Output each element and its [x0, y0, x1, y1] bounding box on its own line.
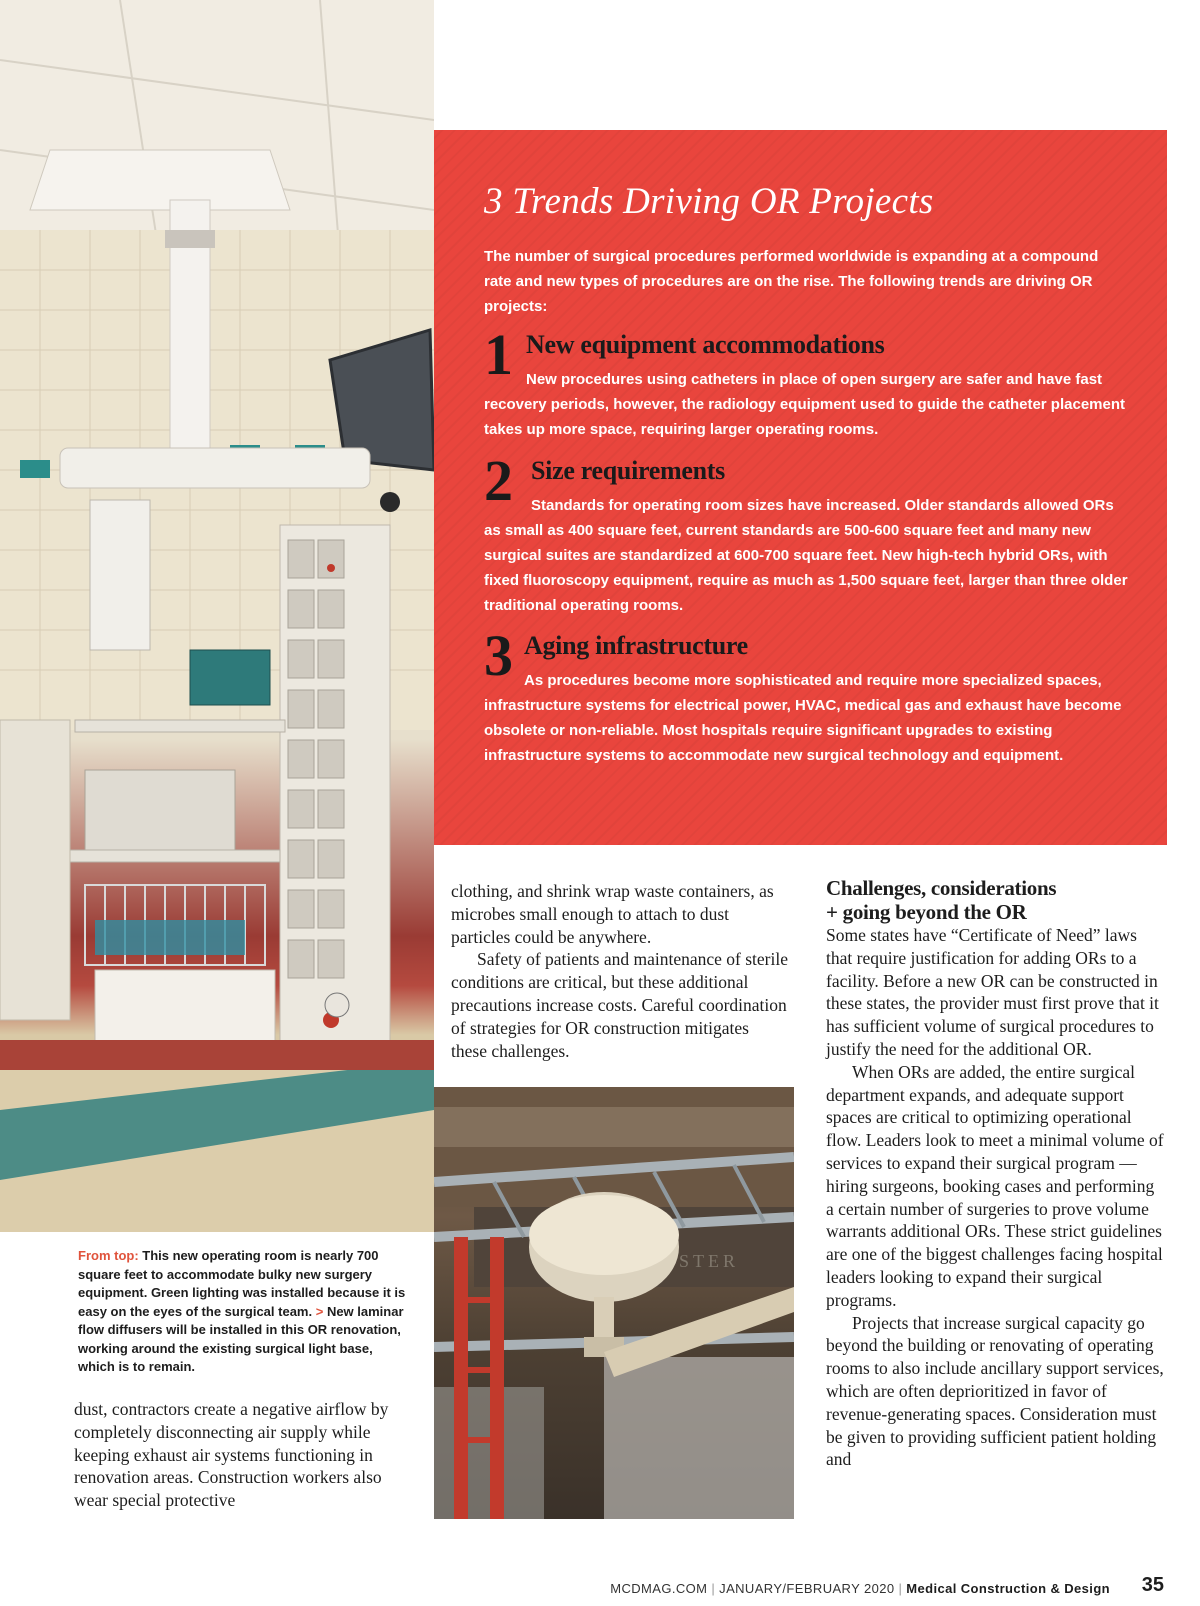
section-heading — [826, 876, 1166, 924]
footer-site: MCDMAG.COM — [610, 1581, 708, 1596]
operating-room-illustration — [0, 0, 434, 1232]
trend-number: 3 — [484, 623, 513, 688]
sidebar-intro: The number of surgical procedures performed worldwide is expanding at a compound rate and new types of procedures are on the rise. The following trends are driving OR projects: — [484, 248, 1099, 315]
body-paragraph: clothing, and shrink wrap waste containers, as microbes small enough to attach to dust particles could be anywhere. — [451, 881, 774, 947]
caption-lead: From top: — [78, 1248, 139, 1263]
caption-text-1: This new operating room is nearly 700 square feet to accommodate bulky new surgery equipment. Green lighting was installed because it is easy on the eyes of the surgical team. — [78, 1248, 406, 1319]
trends-sidebar — [434, 130, 1167, 845]
footer-separator: | — [898, 1581, 903, 1596]
page-footer — [610, 1581, 1110, 1596]
footer-issue: JANUARY/FEBRUARY 2020 — [719, 1581, 895, 1596]
left-column-text — [74, 1398, 419, 1512]
trend-heading: Aging infrastructure — [524, 631, 748, 660]
caption-text-2: New laminar flow diffusers will be installed in this OR renovation, working around the existing surgical light base, which is to remain. — [78, 1303, 404, 1374]
trend-heading: New equipment accommodations — [526, 330, 885, 359]
body-paragraph: When ORs are added, the entire surgical department expands, and adequate support spaces are critical to optimizing operational flow. Leaders look to meet a minimal volume of services to expand their surgical program — hiring surgeons, booking cases and performing a certain number of surgeries to prove volume warrants additional ORs. These strict guidelines are one of the biggest challenges facing hospital leaders looking to expand their surgical programs. — [826, 1061, 1164, 1310]
ceiling-renovation-photo — [434, 1087, 794, 1519]
operating-room-photo — [0, 0, 434, 1232]
body-paragraph: Projects that increase surgical capacity go beyond the building or renovating of operating rooms to also include ancillary support services, which are often deprioritized in favor of revenue-generating spaces. Consideration must be given to providing sufficient patient holding and — [826, 1312, 1164, 1470]
section-heading-line-2: + going beyond the OR — [826, 900, 1027, 924]
body-paragraph: Safety of patients and maintenance of sterile conditions are critical, but these additional precautions increase costs. Careful coordination of strategies for OR construction mitigates these challenges. — [451, 949, 788, 1061]
footer-magazine: Medical Construction & Design — [906, 1581, 1110, 1596]
ceiling-renovation-illustration — [434, 1087, 794, 1519]
body-paragraph: Some states have “Certificate of Need” laws that require justification for adding ORs to a facility. Before a new OR can be constructed in these states, the provider must first prove that it has sufficient volume of surgical procedures to justify the need for the additional OR. — [826, 925, 1159, 1059]
trend-body: Standards for operating room sizes have increased. Older standards allowed ORs as small as 400 square feet, current standards are 500-600 square feet and many new surgical suites are standardized at 600-700 square feet. New high-tech hybrid ORs, with fixed fluoroscopy equipment, require as much as 1,500 square feet, larger than three older traditional operating rooms. — [484, 497, 1128, 614]
trend-body: As procedures become more sophisticated and require more specialized spaces, infrastructure systems for electrical power, HVAC, medical gas and exhaust have become obsolete or non-reliable. Most hospitals require significant upgrades to existing infrastructure systems to accommodate new surgical technology and equipment. — [484, 672, 1122, 764]
sidebar-title: 3 Trends Driving OR Projects — [484, 181, 934, 222]
section-heading-line-1: Challenges, considerations — [826, 876, 1057, 900]
trend-heading: Size requirements — [531, 456, 725, 485]
footer-separator: | — [711, 1581, 716, 1596]
trend-number: 1 — [484, 322, 513, 387]
ceiling-brand-text: STER — [679, 1251, 740, 1271]
middle-column-text — [451, 880, 789, 1062]
body-paragraph: dust, contractors create a negative airflow by completely disconnecting air supply while keeping exhaust air systems functioning in renovation areas. Construction workers also wear special protective — [74, 1399, 389, 1511]
trend-number: 2 — [484, 448, 513, 513]
right-column-text — [826, 876, 1166, 1471]
page-number: 35 — [1141, 1574, 1164, 1596]
photo-caption — [78, 1247, 413, 1377]
trend-body: New procedures using catheters in place of open surgery are safer and have fast recovery periods, however, the radiology equipment used to guide the catheter placement takes up more space, requiring larger operating rooms. — [484, 371, 1125, 438]
caption-arrow: > — [315, 1303, 324, 1319]
